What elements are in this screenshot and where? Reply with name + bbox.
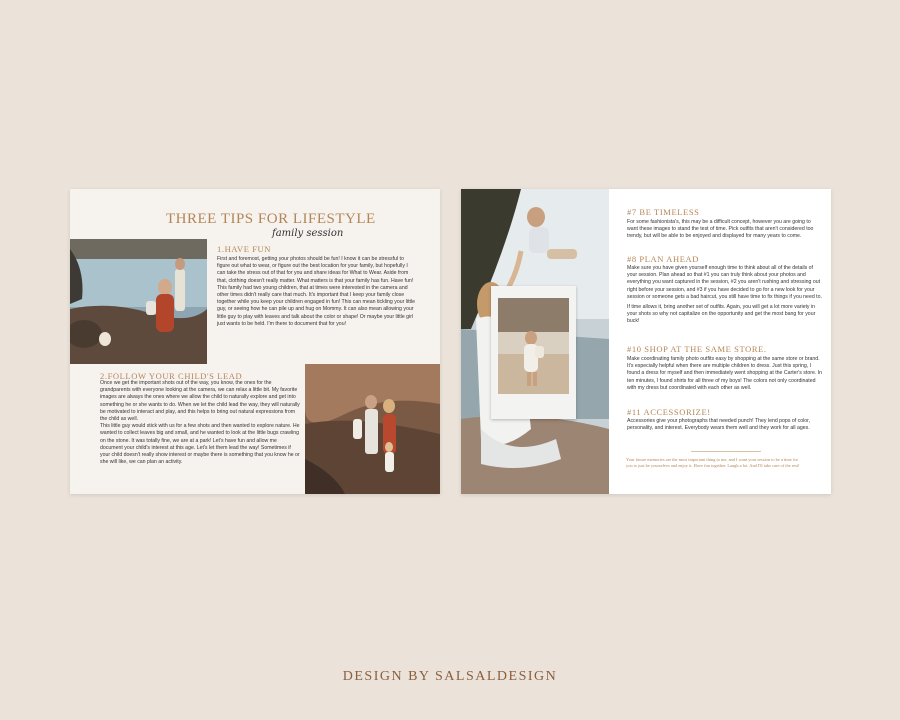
tip1-paragraph: This family had two young children, that at times were interested in the camera and other times didn't really care that much. It's important that I keep your family close together while you keep your children engaged in fun! This can mean tickling your little guy, or seeing how he can pile up and hug on Mommy. It can also mean allowing your little guy to play with leaves and talk about the color or shape! Or maybe your little girl just wants to be held. I'm there to document that for you! [217,284,416,327]
tip7-paragraph: For some fashionista's, this may be a difficult concept, however you are going to want these images to stand the test of time. Pick outfits that aren't considered too trendy, but will be able to be enjoyed and displayed for many years to come. [627,219,814,240]
tip2-heading: 2.FOLLOW YOUR CHILD'S LEAD [100,371,243,381]
tip10-body [627,356,823,392]
tip2-paragraph: Once we get the important shots out of the way, you know, the ones for the grandparents with everyone looking at the camera, we can relax a little bit. My favorite images are always the ones where we allow the child to naturally explore and get into something he or she wants to do. When we let the child lead the way, they will naturally be motivated to interact and play, and this helps to bring out natural expressions from the child as well. [100,380,300,423]
page-title: THREE TIPS FOR LIFESTYLE [166,211,376,227]
tip8-paragraph: If time allows it, bring another set of outfits. Again, you will get a lot more variety in your shots so why not capitalize on the opportunity and get the most bang for your buck! [627,304,816,325]
tip7-body [627,219,823,241]
footer-divider [691,451,761,452]
left-page [70,189,440,494]
designer-credit: DESIGN BY SALSALDESIGN [342,669,558,684]
polaroid-frame [491,286,576,419]
tip8-body [627,265,823,326]
tip8-paragraph: Make sure you have given yourself enough time to think about all of the details of your session. Plan ahead so that #1 you can truly think about your photos and everything you want captured in the session, #2 you aren't rushing and stressing out right before your session, and #3 if you have decided to go for a new look for your session or someone gets a bad haircut, you still have time to fix things if you need to. [627,265,822,300]
tip11-paragraph: Accessories give your photographs that needed punch! They lend pops of color, personality, and interest. Everybody wears them well and they work for all ages. [627,418,811,432]
footer-note: Your future memories are the most important thing to me, and I want your session to be a time for you to just be yourselves and enjoy it. Have fun together. Laugh a lot. And I'll take care of the rest! [626,457,800,468]
tip1-paragraph: First and foremost, getting your photos should be fun! I know it can be stressful to figure out what to wear, or figure out the best location for your family, but hopefully I can take the stress out of that for you and share ideas for What to Wear. Aside from that, clothing doesn't really matter. What matters is that your family has fun. Have fun! [217,256,414,284]
tip10-paragraph: Make coordinating family photo outfits easy by shopping at the same store or brand. It's especially helpful when there are multiple children to dress. Just this spring, I found a dress for myself and then immediately went shopping at the Carter's store. In ten minutes, I found shirts for all three of my boys! The colors not only coordinated with my dress but coordinated with each other as well. [627,356,823,391]
tip11-heading: #11 ACCESSORIZE! [627,407,711,417]
tip11-body [627,418,823,432]
tip7-heading: #7 BE TIMELESS [627,207,700,217]
family-beach-photo [70,239,207,364]
family-rocks-photo [305,364,440,494]
page-subtitle-script: family session [272,228,344,239]
right-page [461,189,831,494]
tip8-heading: #8 PLAN AHEAD [627,254,700,264]
tip1-body [217,256,415,328]
tip2-paragraph: This little guy would stick with us for a few shots and then wanted to explore nature. He wanted to collect leaves big and small, and he wanted to look at the little bugs crawling on the stone. It was totally fine, we are at a park! Let's have fun and allow me document your child's interest at this age. Let's let them lead the way! Sometimes if your child doesn't really show interest or maybe there is something that you know he or she will like, we can plan an activity. [100,423,300,466]
tip10-heading: #10 SHOP AT THE SAME STORE. [627,344,767,354]
tip1-heading: 1.HAVE FUN [217,244,272,254]
tip2-body [100,380,300,466]
